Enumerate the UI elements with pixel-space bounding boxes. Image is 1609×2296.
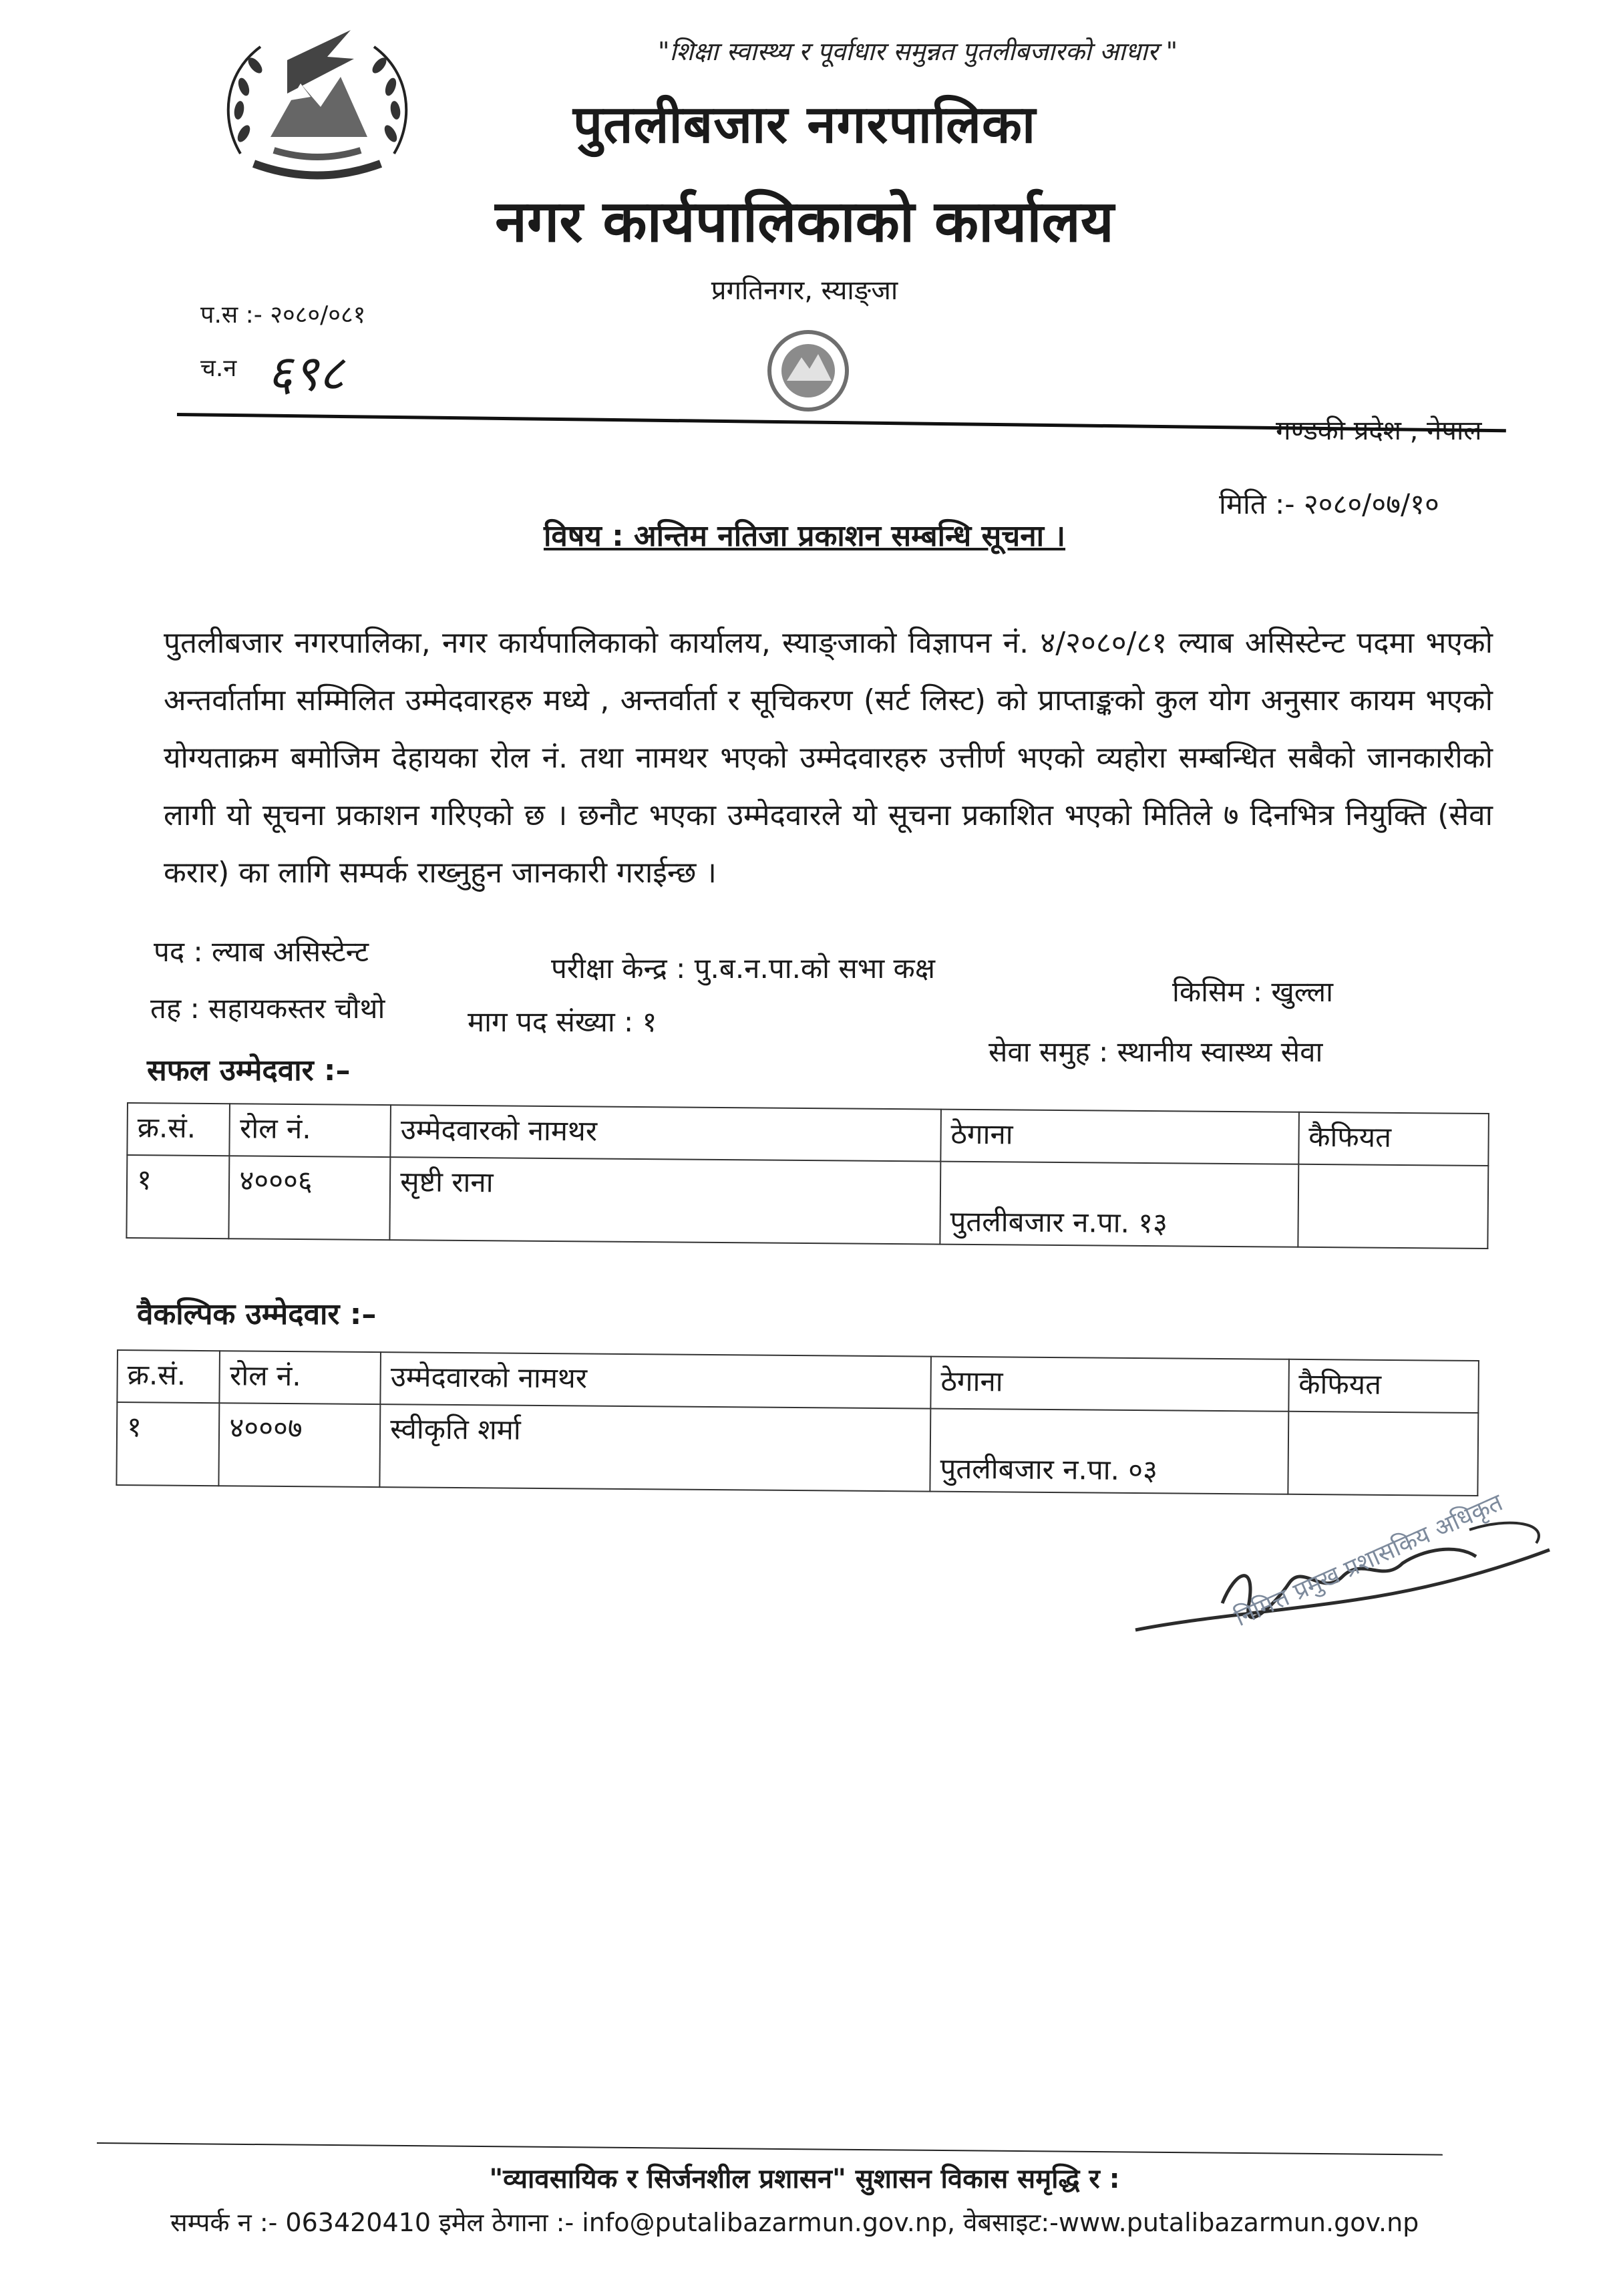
alternate-heading: वैकल्पिक उम्मेदवार :– [137,1297,377,1331]
cell-name: स्वीकृति शर्मा [380,1404,931,1491]
header-roll: रोल नं. [220,1351,381,1404]
letter-date: मिति :- २०८०/०७/१० [1219,488,1439,520]
reference-cn-label: च.न [200,355,237,382]
meta-post: पद : ल्याब असिस्टेन्ट [154,935,369,968]
reference-cn-number: ६९८ [267,345,345,402]
cell-name: सृष्टी राना [390,1157,941,1244]
header-sn: क्र.सं. [117,1350,220,1403]
province-label: गण्डकी प्रदेश , नेपाल [1276,416,1482,446]
footer-divider [97,2142,1443,2156]
cell-sn: १ [126,1155,229,1239]
table-row [126,1155,1488,1249]
cell-remarks [1288,1412,1478,1496]
cell-remarks [1298,1164,1488,1249]
header-sn: क्र.सं. [127,1103,230,1156]
meta-exam-center: परीक्षा केन्द्र : पु.ब.न.पा.को सभा कक्ष [551,952,935,985]
alternate-candidates-table [116,1349,1479,1496]
header-remarks: कैफियत [1288,1359,1479,1413]
meta-post-count: माग पद संख्या : १ [468,1005,657,1038]
office-address: प्रगतिनगर, स्याङ्जा [711,275,898,306]
meta-level: तह : सहायकस्तर चौथो [150,992,385,1025]
meta-type: किसिम : खुल्ला [1172,975,1334,1008]
org-name: पुतलीबजार नगरपालिका [572,95,1037,155]
header-roll: रोल नं. [230,1104,391,1157]
subject-text: विषय : अन्तिम नतिजा प्रकाशन सम्बन्धि सूचना । [543,519,1066,553]
cell-address: पुतलीबजार न.पा. १३ [940,1162,1298,1247]
slogan: "शिक्षा स्वास्थ्य र पूर्वाधार समुन्नत पुतलीबजारको आधार " [658,37,1178,66]
header-address: ठेगाना [940,1110,1298,1164]
table-row [116,1402,1478,1496]
header-name: उम्मेदवारको नामथर [380,1352,930,1408]
cell-address: पुतलीबजार न.पा. ०३ [930,1409,1288,1494]
signature-icon [1122,1503,1576,1717]
office-name: नगर कार्यपालिकाको कार्यालय [495,188,1114,255]
cell-roll: ४०००७ [219,1403,381,1487]
successful-candidates-table [126,1102,1489,1249]
header-name: उम्मेदवारको नामथर [390,1105,940,1161]
letter-body: पुतलीबजार नगरपालिका, नगर कार्यपालिकाको कार्यालय, स्याङ्जाको विज्ञापन नं. ४/२०८०/८१ ल्याब असिस्टेन्ट पदमा भएको अन्तर्वार्तामा सम्मिलित उम्मेदवारहरु मध्ये , अन्तर्वार्ता र सूचिकरण (सर्ट लिस्ट) को प्राप्ताङ्कको कुल योग अनुसार कायम भएको योग्यताक्रम बमोजिम देहायका रोल नं. तथा नामथर भएको उम्मेदवारहरु उत्तीर्ण भएको व्यहोरा सम्बन्धित सबैको जानकारीको लागी यो सूचना प्रकाशन गरिएको छ । छनौट भएका उम्मेदवारले यो सूचना प्रकाशित भएको मितिले ७ दिनभित्र नियुक्ति (सेवा करार) का लागि सम्पर्क राख्नुहुन जानकारी गराईन्छ । [164,626,1493,890]
header-address: ठेगाना [930,1357,1288,1412]
signatory-stamp-text: निमित्त प्रमुख प्रशासकिय अधिकृत [1230,1488,1507,1632]
reference-ps: प.स :- २०८०/०८१ [200,301,366,329]
office-stamp-icon [708,307,955,521]
cell-sn: १ [116,1402,219,1486]
successful-heading: सफल उम्मेदवार :– [147,1053,351,1088]
footer-motto: "व्यावसायिक र सिर्जनशील प्रशासन" सुशासन विकास समृद्धि र : [489,2164,1120,2194]
cell-roll: ४०००६ [229,1156,391,1240]
header-remarks: कैफियत [1298,1112,1489,1166]
meta-service-group: सेवा समुह : स्थानीय स्वास्थ्य सेवा [989,1035,1323,1068]
letter-subject [0,514,1609,554]
footer-contact: सम्पर्क न :- 063420410 इमेल ठेगाना :- info@putalibazarmun.gov.np, वेबसाइट:-www.putalibazarmun.gov.np [170,2208,1419,2237]
